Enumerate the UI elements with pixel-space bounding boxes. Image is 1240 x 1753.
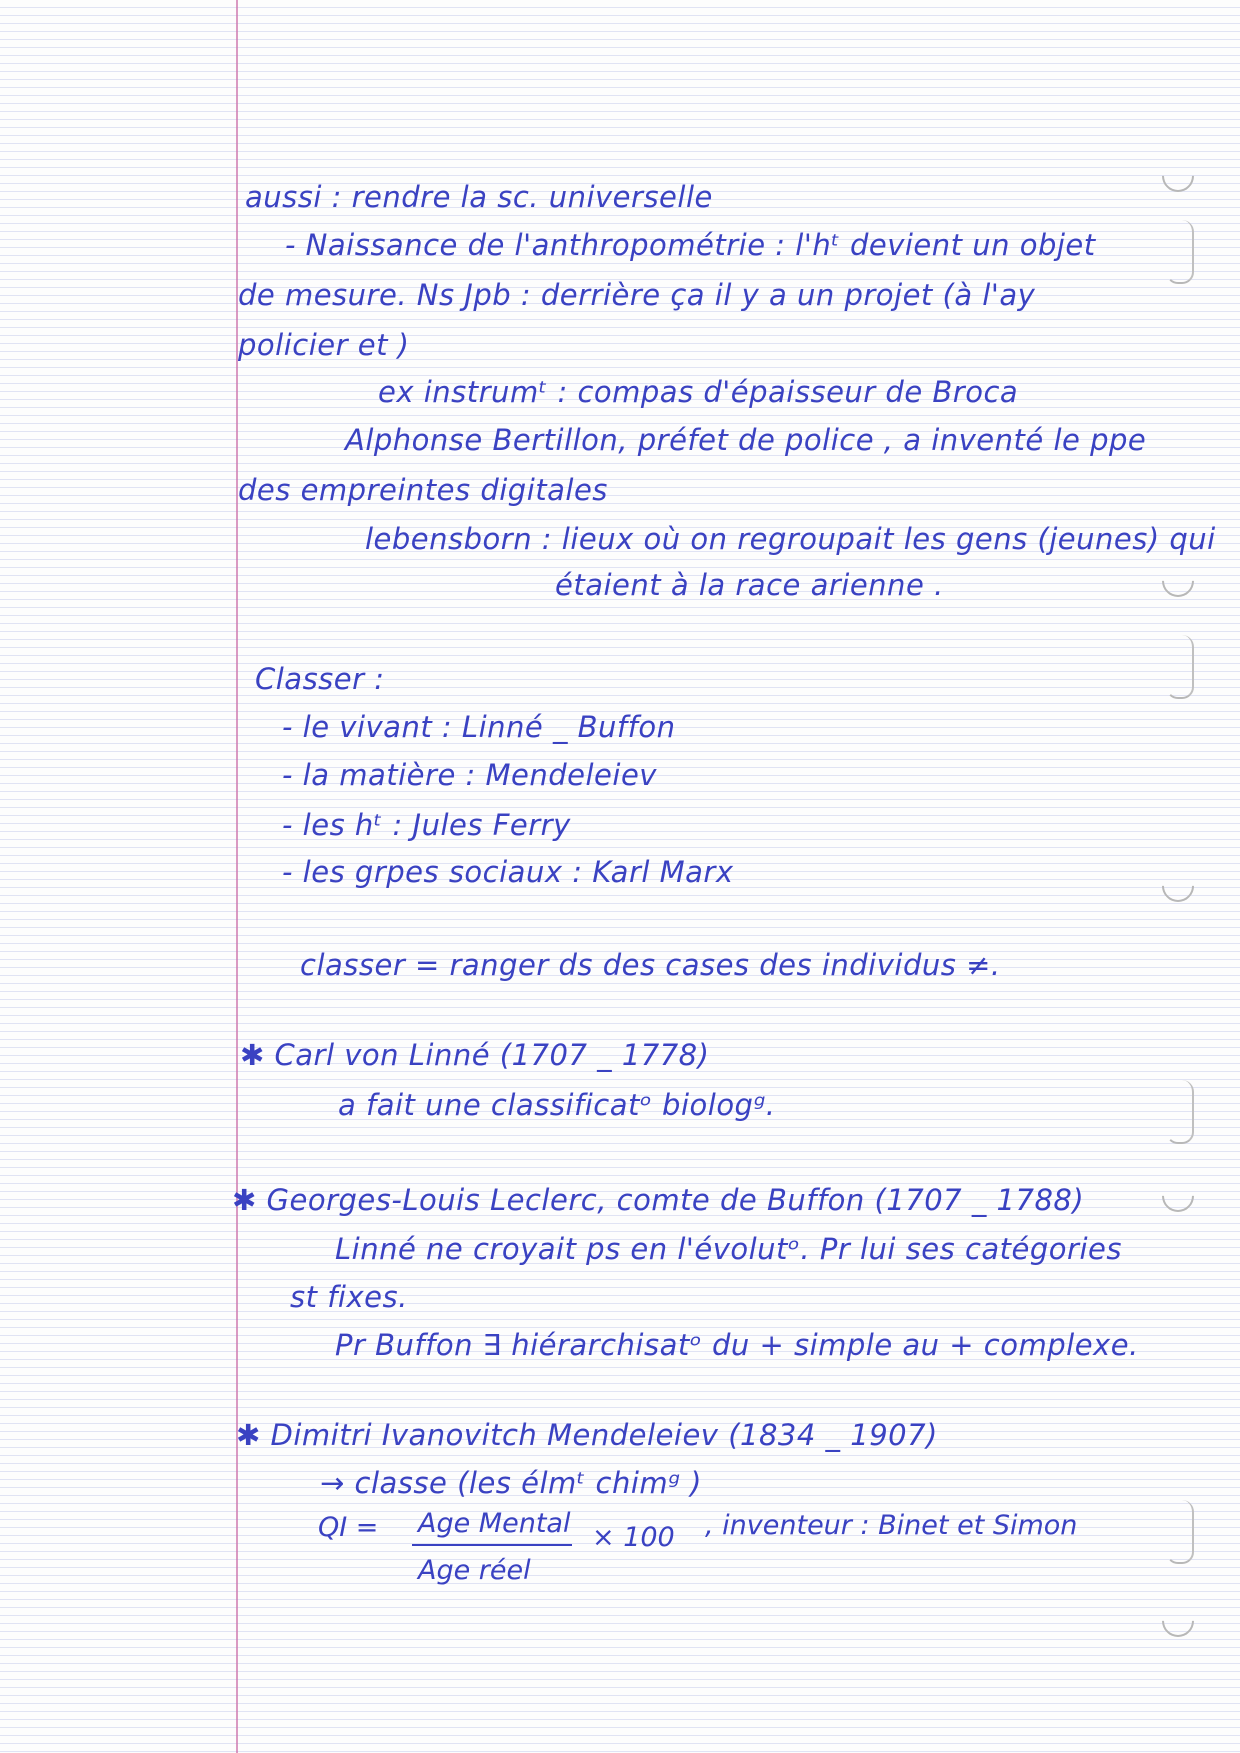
fraction-bar xyxy=(412,1544,572,1546)
list-item: - la matière : Mendeleiev xyxy=(282,758,657,792)
note-line: ex instrumᵗ : compas d'épaisseur de Broca xyxy=(378,375,1019,409)
punch-hole-mark xyxy=(1166,1080,1194,1144)
definition-line: classer = ranger ds des cases des individus ≠. xyxy=(300,948,1001,982)
punch-hole-mark xyxy=(1155,1598,1200,1643)
note-line: lebensborn : lieux où on regroupait les gens (jeunes) qui xyxy=(365,522,1216,556)
qi-inventors: , inventeur : Binet et Simon xyxy=(705,1510,1078,1541)
margin-line xyxy=(236,0,238,1753)
punch-hole-mark xyxy=(1166,1500,1194,1564)
note-line: de mesure. Ns Jpb : derrière ça il y a un projet (à l'ay xyxy=(238,278,1036,312)
punch-hole-mark xyxy=(1155,153,1200,198)
qi-label: QI = xyxy=(318,1512,379,1543)
note-line: → classe (les élmᵗ chimᵍ ) xyxy=(320,1466,702,1500)
note-line: étaient à la race arienne . xyxy=(555,568,944,602)
note-line: a fait une classificatᵒ biologᵍ. xyxy=(338,1088,776,1122)
punch-hole-mark xyxy=(1166,635,1194,699)
note-line: des empreintes digitales xyxy=(238,473,608,507)
qi-multiplier: × 100 xyxy=(592,1522,675,1553)
note-line: st fixes. xyxy=(290,1280,408,1314)
qi-denominator: Age réel xyxy=(418,1555,531,1586)
note-line: Pr Buffon ∃ hiérarchisatᵒ du + simple au + complexe. xyxy=(335,1328,1139,1362)
punch-hole-mark xyxy=(1155,558,1200,603)
punch-hole-mark xyxy=(1155,1173,1200,1218)
section-heading: Classer : xyxy=(255,662,385,696)
list-item: - le vivant : Linné _ Buffon xyxy=(282,710,676,744)
entry-heading: ✱ Georges-Louis Leclerc, comte de Buffon (1707 _ 1788) xyxy=(232,1183,1085,1217)
note-line: - Naissance de l'anthropométrie : l'hᵗ devient un objet xyxy=(285,228,1096,262)
entry-heading: ✱ Dimitri Ivanovitch Mendeleiev (1834 _ 1907) xyxy=(236,1418,938,1452)
note-line: Alphonse Bertillon, préfet de police , a inventé le ppe xyxy=(345,423,1147,457)
entry-heading: ✱ Carl von Linné (1707 _ 1778) xyxy=(240,1038,710,1072)
punch-hole-mark xyxy=(1166,220,1194,284)
note-line: aussi : rendre la sc. universelle xyxy=(245,180,713,214)
list-item: - les grpes sociaux : Karl Marx xyxy=(282,855,734,889)
qi-numerator: Age Mental xyxy=(418,1508,571,1539)
binder-holes xyxy=(1146,0,1206,1753)
note-line: policier et ) xyxy=(238,328,410,362)
note-line: Linné ne croyait ps en l'évolutᵒ. Pr lui ses catégories xyxy=(335,1232,1122,1266)
punch-hole-mark xyxy=(1155,863,1200,908)
list-item: - les hᵗ : Jules Ferry xyxy=(282,808,571,842)
